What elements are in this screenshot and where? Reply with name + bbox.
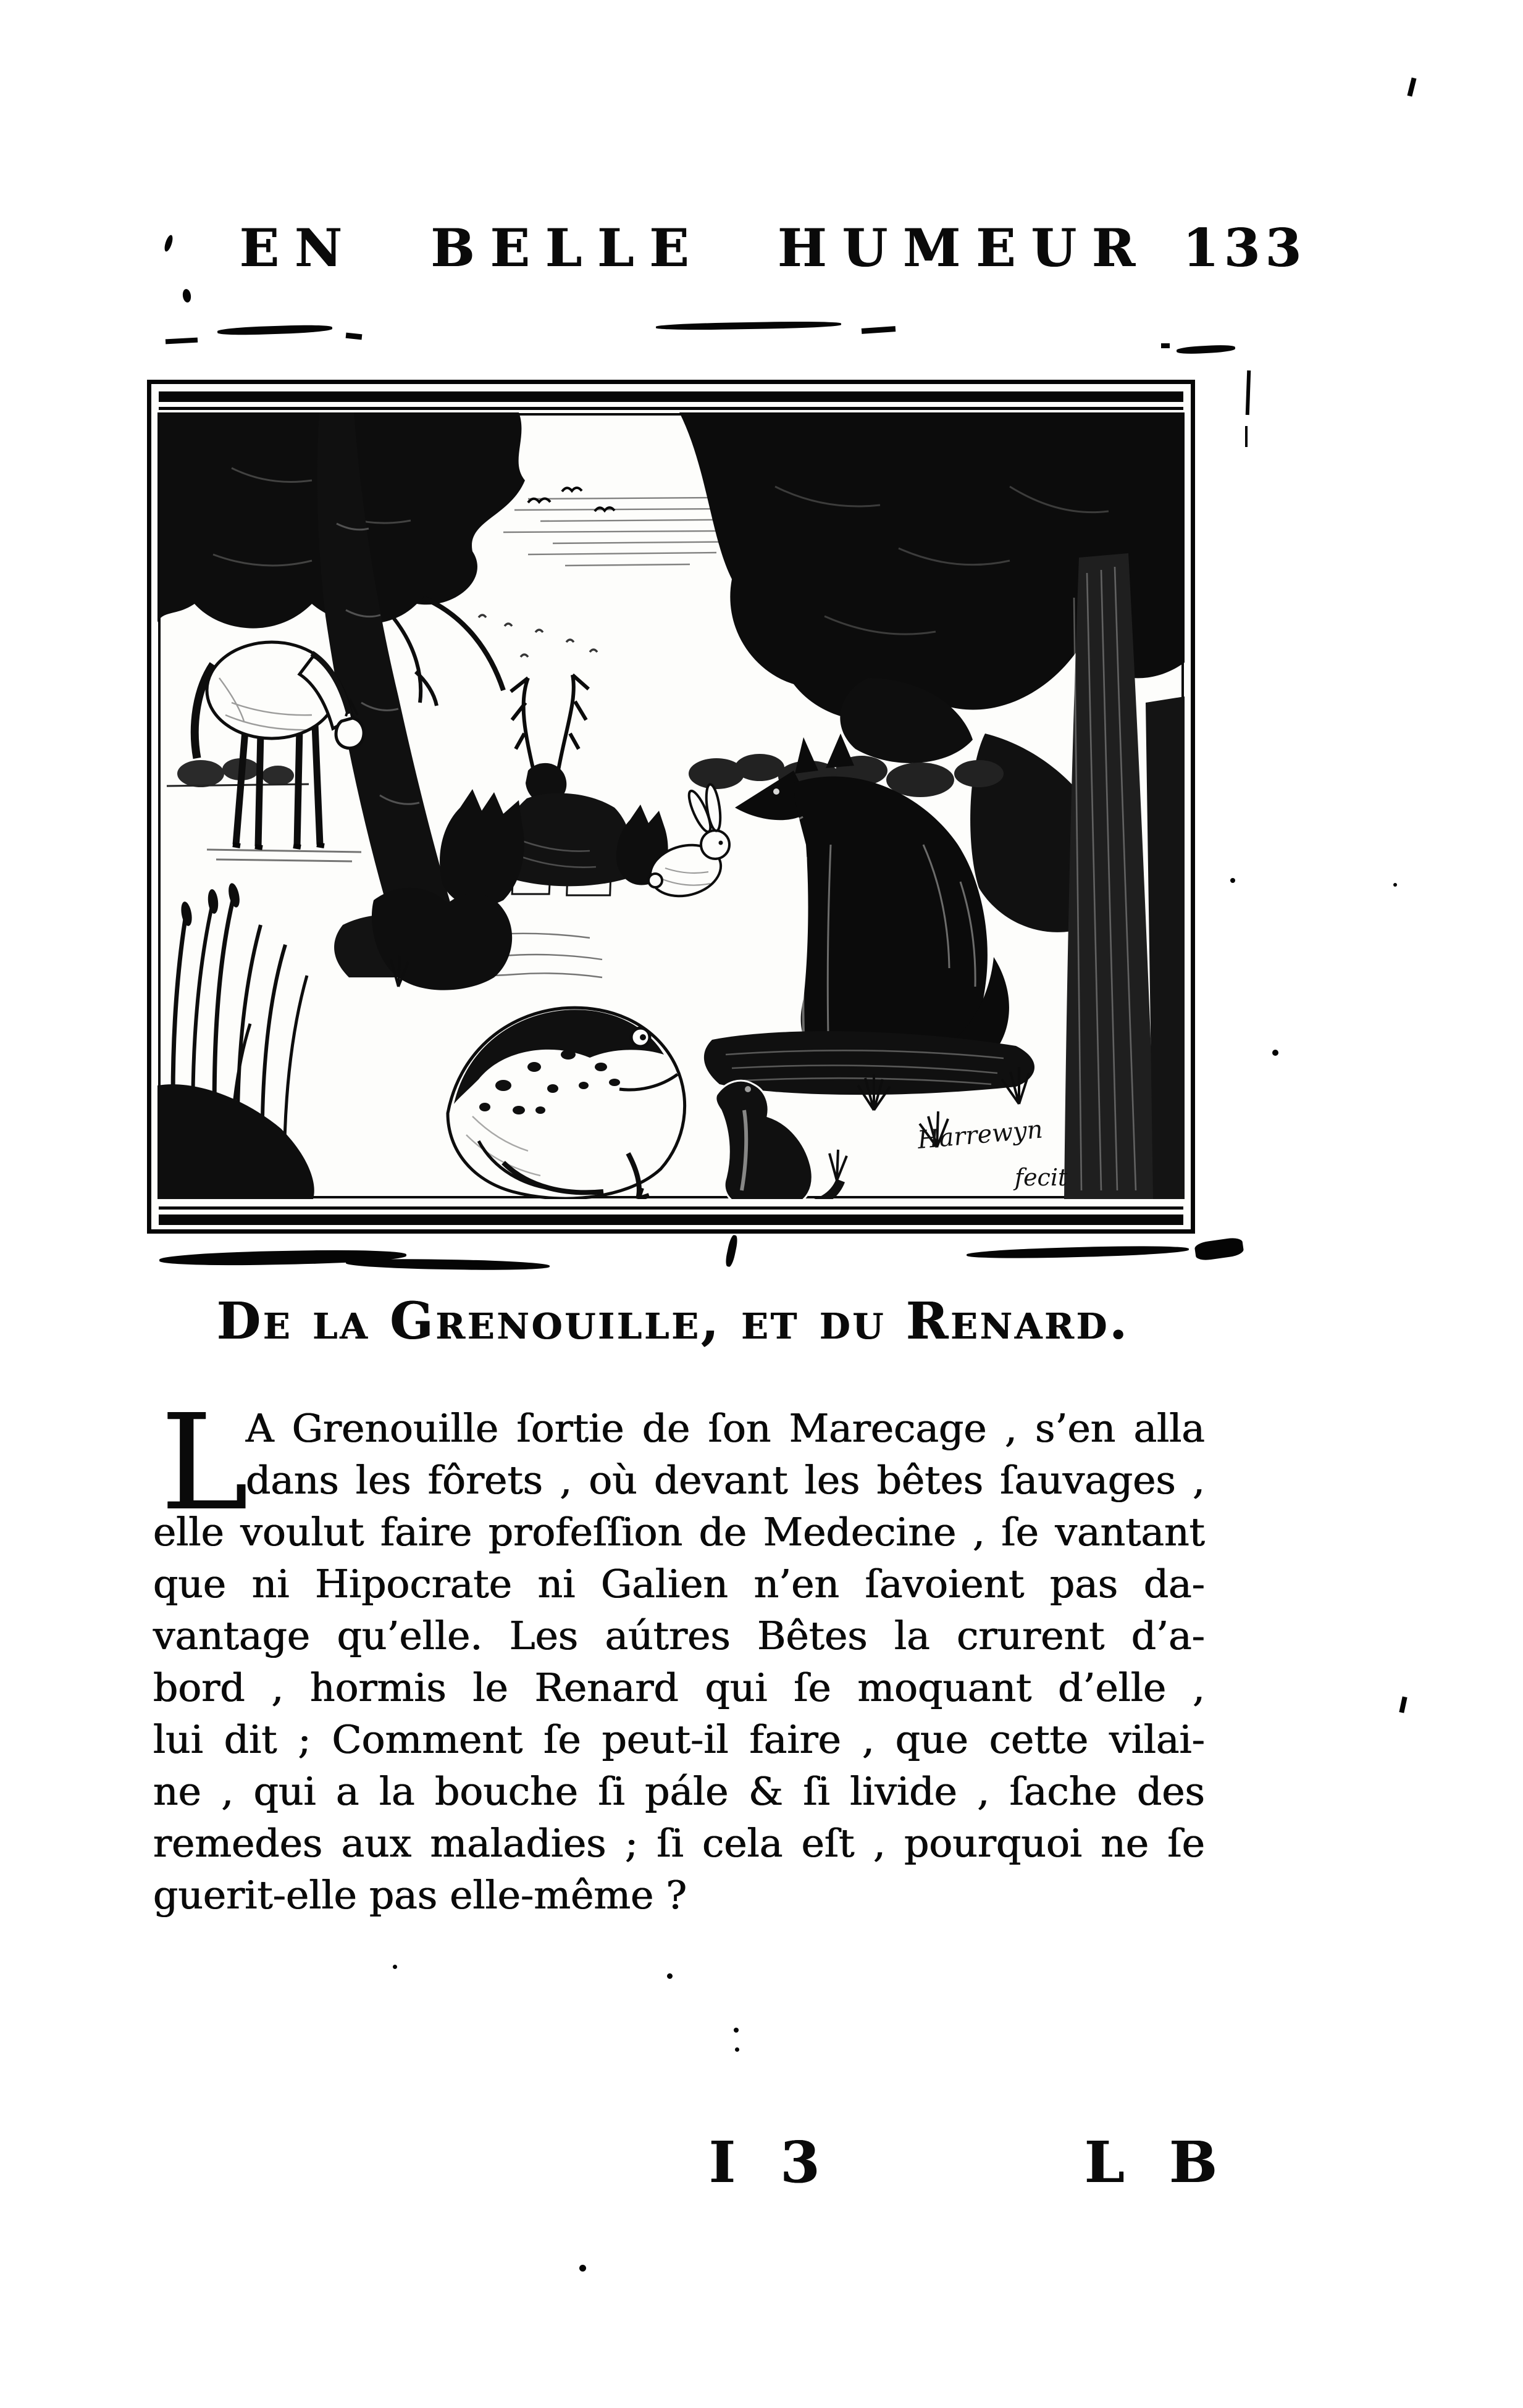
text-line: dans les fôrets , où devant les bêtes ſauvages ,	[246, 1458, 1205, 1503]
scan-speck	[1393, 883, 1397, 887]
signature-word: fecit	[1015, 1164, 1068, 1191]
scan-speck	[1230, 878, 1235, 883]
engraving-art	[157, 412, 1185, 1199]
scan-speck	[1407, 77, 1416, 96]
scan-speck	[217, 324, 332, 336]
running-title: EN BELLE HUMEUR	[240, 217, 1151, 278]
text-line: vantage qu’elle. Les aútres Bêtes la crurent d’a-	[153, 1613, 1205, 1658]
catchword: L B	[1085, 2129, 1230, 2196]
scan-speck	[166, 338, 198, 345]
engraving-svg	[157, 412, 1185, 1199]
scan-smudge	[346, 1258, 550, 1271]
text-line: remedes aux maladies ; ſi cela eſt , pourquoi ne ſe	[153, 1821, 1205, 1866]
text-line: bord , hormis le Renard qui ſe moquant d’elle ,	[153, 1665, 1205, 1710]
text-line: guerit-elle pas elle-même ?	[153, 1873, 687, 1918]
scan-speck	[734, 2028, 739, 2033]
text-line: A Grenouille ſortie de ſon Marecage , s’en alla	[246, 1406, 1205, 1451]
text-line: que ni Hipocrate ni Galien n’en ſavoient pas da-	[153, 1561, 1205, 1607]
scan-speck	[579, 2265, 586, 2272]
plate-rule-top-thin	[159, 407, 1183, 410]
drop-cap: L	[161, 1386, 249, 1540]
fable-text	[153, 1386, 1205, 1921]
plate-rule-bottom-thin	[159, 1206, 1183, 1210]
scan-speck	[346, 333, 363, 340]
scan-speck	[1399, 1696, 1407, 1713]
text-line: lui dit ; Comment ſe peut-il faire , que cette vilai-	[153, 1717, 1205, 1762]
signature-mark: I 3	[709, 2129, 833, 2196]
scan-speck	[393, 1965, 397, 1969]
text-line: ne , qui a la bouche ſi pále & ſi livide , ſache des	[153, 1769, 1205, 1814]
fable-title: De la Grenouille, et du Renard.	[216, 1292, 1130, 1351]
scan-speck	[667, 1973, 673, 1979]
scan-speck	[862, 326, 896, 334]
scan-speck	[182, 288, 192, 303]
engraving-plate	[147, 380, 1195, 1234]
scan-smudge	[724, 1234, 739, 1268]
scan-smudge	[967, 1244, 1189, 1260]
scan-speck	[735, 2047, 739, 2052]
scan-speck	[1161, 343, 1170, 348]
scan-speck	[1246, 370, 1251, 415]
page-number: 133	[1183, 217, 1307, 278]
scan-speck	[1177, 345, 1235, 355]
scan-speck	[656, 320, 841, 330]
scan-smudge	[1194, 1237, 1244, 1262]
scan-speck	[1245, 426, 1248, 447]
signature-name: Harrewyn	[916, 1115, 1044, 1155]
text-line: elle voulut faire profeſſion de Medecine , ſe vantant	[153, 1510, 1205, 1555]
scan-speck	[163, 234, 174, 253]
running-header	[240, 217, 1307, 278]
plate-rule-top-thick	[159, 391, 1183, 402]
scan-speck	[1272, 1050, 1278, 1056]
plate-rule-bottom-thick	[159, 1214, 1183, 1225]
